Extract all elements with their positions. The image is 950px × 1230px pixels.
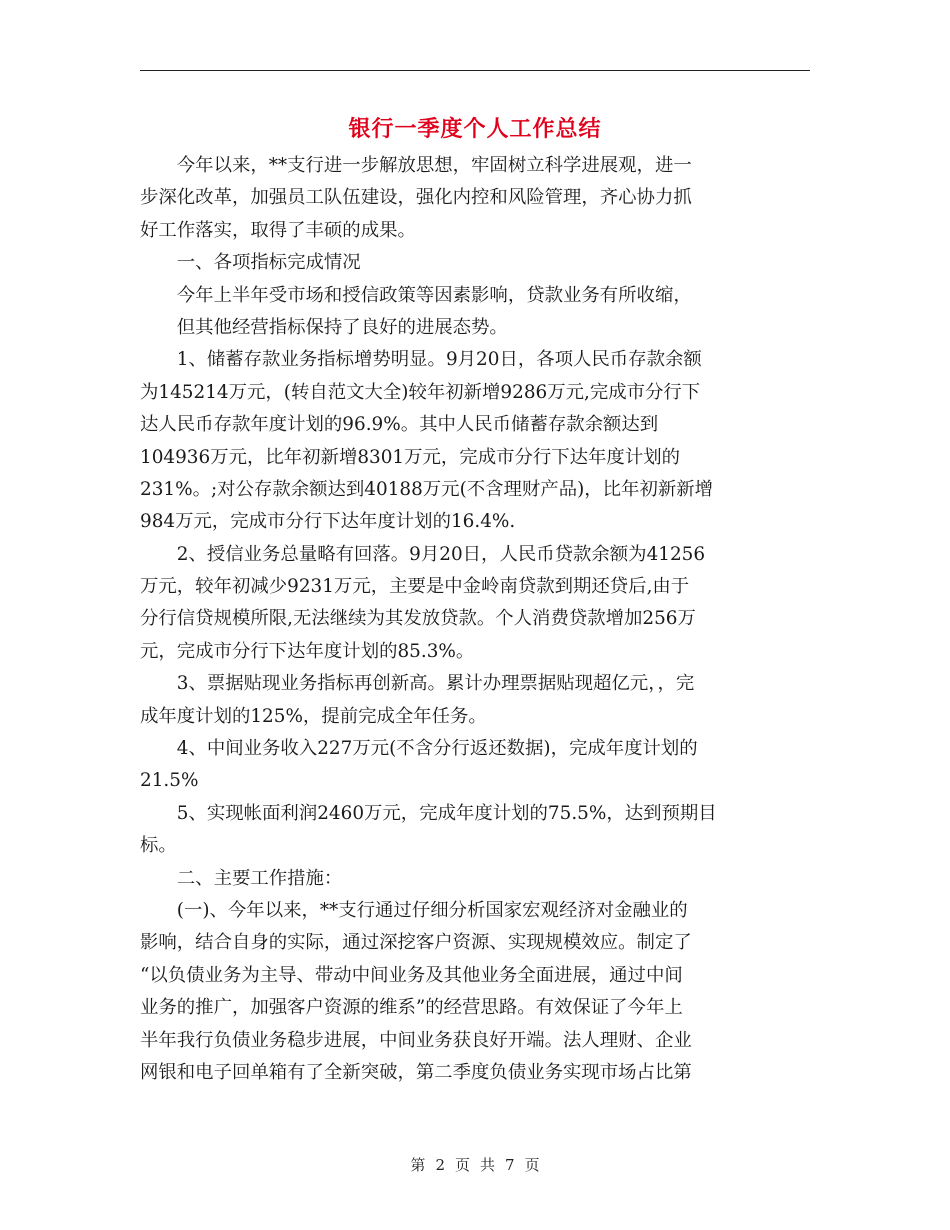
body-line: 231%。;对公存款余额达到40188万元(不含理财产品)，比年初新新增 — [140, 478, 714, 500]
body-line: 万元，较年初减少9231万元，主要是中金岭南贷款到期还贷后,由于 — [140, 576, 690, 598]
header-rule — [140, 70, 810, 71]
body-line: 成年度计划的125%，提前完成全年任务。 — [140, 705, 487, 727]
footer-suffix: 页 — [524, 1156, 540, 1174]
document-body — [140, 150, 810, 1089]
body-line: 标。 — [140, 835, 177, 857]
body-line: 元，完成市分行下达年度计划的85.3%。 — [140, 640, 475, 662]
total-pages: 7 — [505, 1156, 515, 1174]
body-line: “以负债业务为主导、带动中间业务及其他业务全面进展，通过中间 — [140, 964, 683, 986]
footer-mid-1: 页 — [454, 1156, 470, 1174]
body-line: 2、授信业务总量略有回落。9月20日，人民币贷款余额为41256 — [140, 543, 706, 565]
footer-mid-2: 共 — [480, 1156, 496, 1174]
body-line: 1、储蓄存款业务指标增势明显。9月20日，各项人民币存款余额 — [140, 349, 702, 371]
body-line: 今年以来，**支行进一步解放思想，牢固树立科学进展观，进一 — [140, 155, 692, 176]
body-line: 4、中间业务收入227万元(不含分行返还数据)，完成年度计划的 — [140, 738, 698, 760]
body-line: 984万元，完成市分行下达年度计划的16.4%. — [140, 511, 516, 533]
body-line: 业务的推广，加强客户资源的维系”的经营思路。有效保证了今年上 — [140, 997, 683, 1019]
body-line: 分行信贷规模所限,无法继续为其发放贷款。个人消费贷款增加256万 — [140, 608, 696, 630]
body-line: 步深化改革，加强员工队伍建设，强化内控和风险管理，齐心协力抓 — [140, 187, 692, 209]
page-footer — [0, 1154, 950, 1175]
body-line: 今年上半年受市场和授信政策等因素影响，贷款业务有所收缩， — [140, 284, 692, 306]
section-heading-2: 二、主要工作措施： — [140, 867, 343, 889]
body-line: 3、票据贴现业务指标再创新高。累计办理票据贴现超亿元，，完 — [140, 673, 695, 695]
body-line: 好工作落实，取得了丰硕的成果。 — [140, 219, 416, 241]
footer-prefix: 第 — [410, 1156, 426, 1174]
body-line: 为145214万元，(转自范文大全)较年初新增9286万元,完成市分行下 — [140, 381, 701, 403]
body-line: 影响，结合自身的实际，通过深挖客户资源、实现规模效应。制定了 — [140, 932, 692, 954]
body-line: 104936万元，比年初新增8301万元，完成市分行下达年度计划的 — [140, 446, 680, 468]
body-line: 但其他经营指标保持了良好的进展态势。 — [140, 316, 508, 338]
document-title: 银行一季度个人工作总结 — [348, 116, 602, 142]
body-line: 半年我行负债业务稳步进展，中间业务获良好开端。法人理财、企业 — [140, 1029, 692, 1051]
body-line: 达人民币存款年度计划的96.9%。其中人民币储蓄存款余额达到 — [140, 414, 659, 436]
body-line: 21.5% — [140, 770, 199, 792]
body-line: (一)、今年以来，**支行通过仔细分析国家宏观经济对金融业的 — [140, 899, 688, 921]
body-line: 5、实现帐面利润2460万元，完成年度计划的75.5%，达到预期目 — [140, 802, 717, 824]
body-line: 网银和电子回单箱有了全新突破，第二季度负债业务实现市场占比第 — [140, 1061, 692, 1083]
section-heading-1: 一、各项指标完成情况 — [140, 252, 361, 274]
page-number: 2 — [435, 1156, 445, 1174]
